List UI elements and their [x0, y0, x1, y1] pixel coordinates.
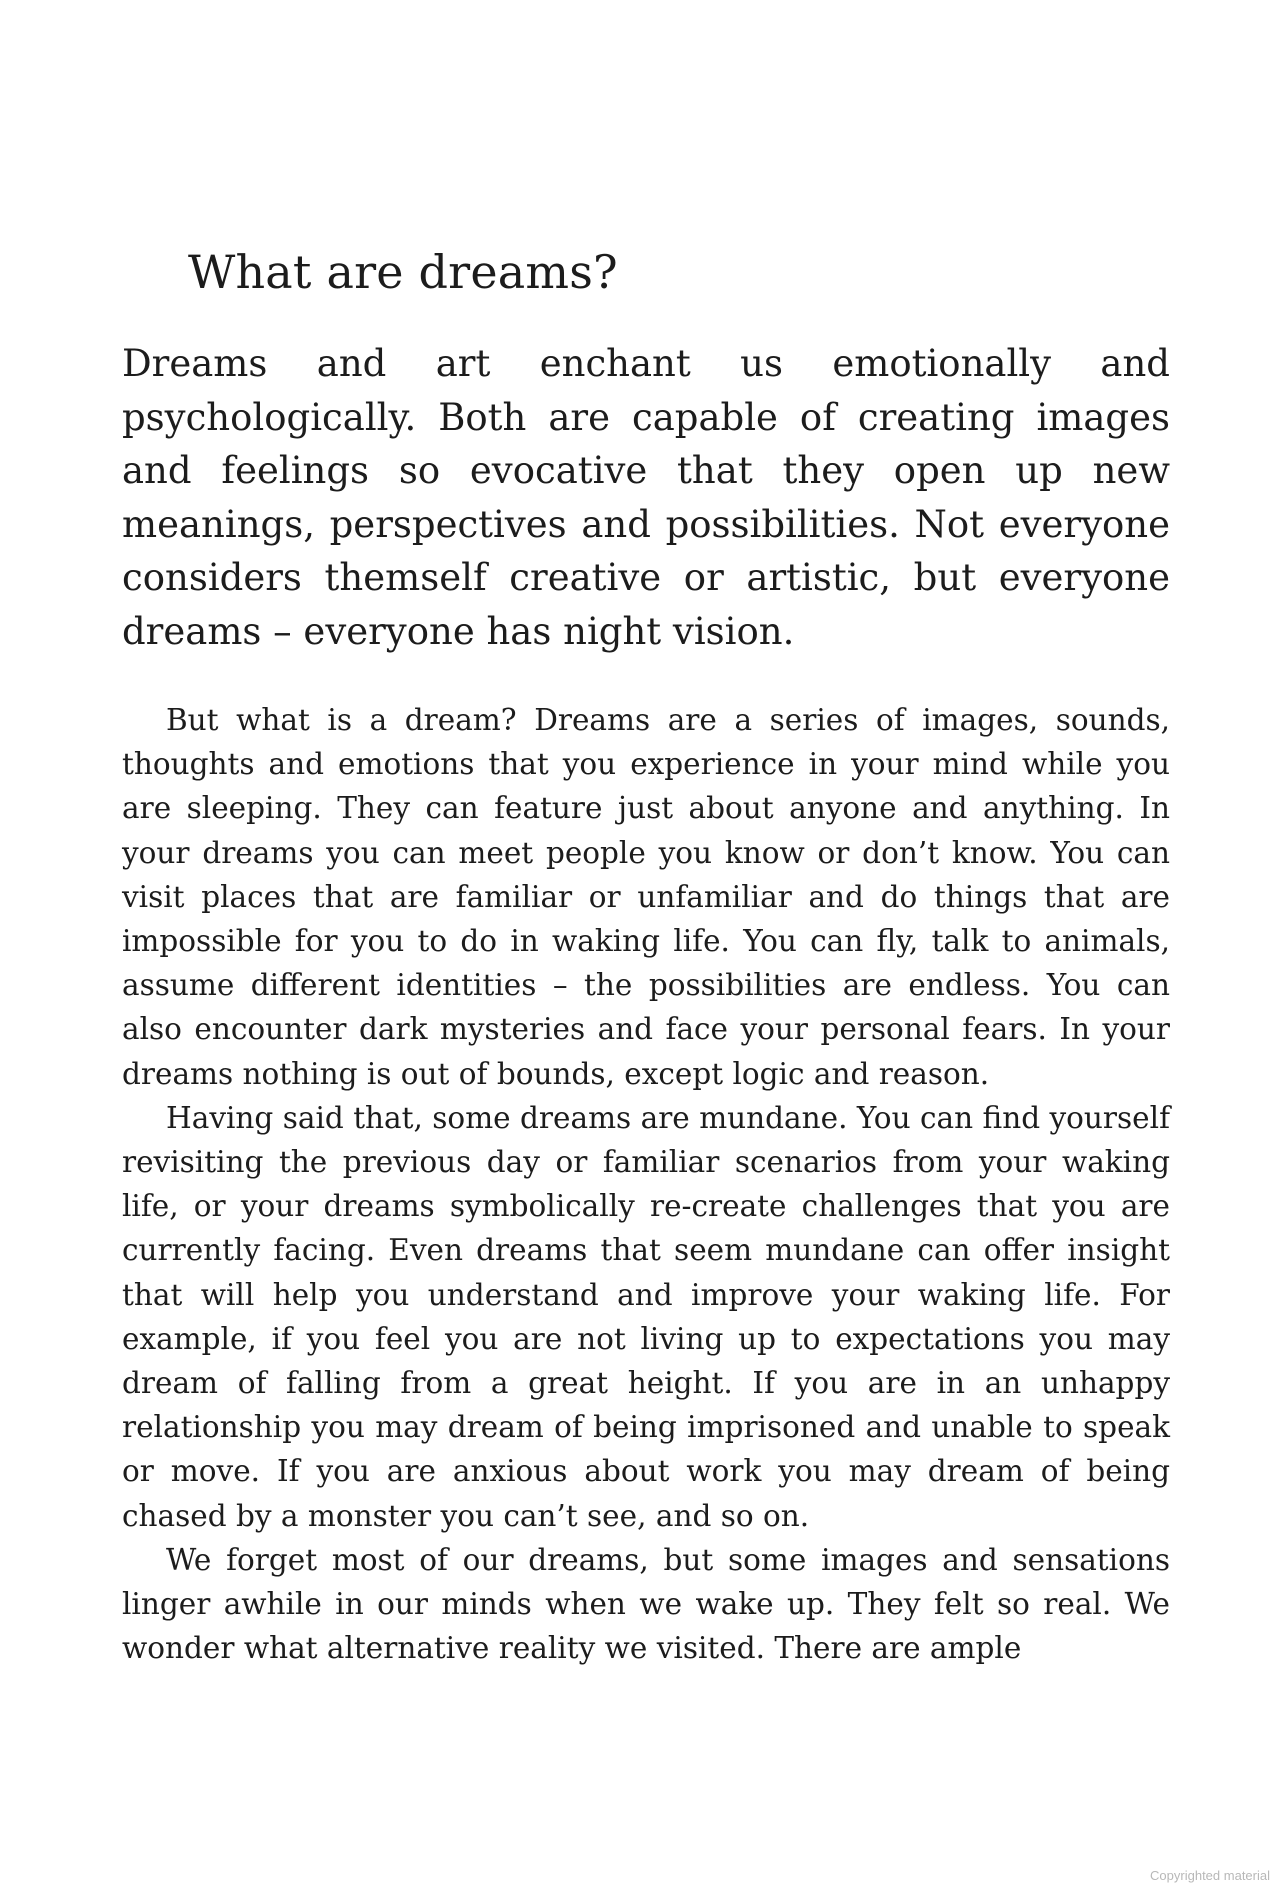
lead-paragraph: Dreams and art enchant us emotionally and psychologically. Both are capable of creating images and feelings so evocative that they open up new meanings, perspectives and possibilities. Not everyone considers themself creative or artistic, but everyone dreams – everyone has night vision. — [122, 342, 1170, 653]
section-heading: What are dreams? — [188, 245, 618, 299]
body-paragraph-1: But what is a dream? Dreams are a series of images, sounds, thoughts and emotions that you experience in your mind while you are sleeping. They can feature just about anyone and anything. In your dreams you can meet people you know or don’t know. You can visit places that are familiar or unfamiliar and do things that are impossible for you to do in waking life. You can fly, talk to animals, assume different identities – the possibilities are endless. You can also encounter dark mysteries and face your personal fears. In your dreams nothing is out of bounds, except logic and reason. — [122, 703, 1170, 1091]
body-paragraph-3: We forget most of our dreams, but some images and sensations linger awhile in our minds when we wake up. They felt so real. We wonder what alternative reality we visited. There are ample — [122, 1542, 1170, 1666]
copyright-watermark: Copyrighted material — [1150, 1868, 1270, 1883]
body-paragraph-2: Having said that, some dreams are mundane. You can find yourself revisiting the previous day or familiar scenarios from your waking life, or your dreams symbolically re-create challenges that you are currently facing. Even dreams that seem mundane can offer insight that will help you understand and improve your waking life. For example, if you feel you are not living up to expectations you may dream of falling from a great height. If you are in an unhappy relationship you may dream of being imprisoned and unable to speak or move. If you are anxious about work you may dream of being chased by a monster you can’t see, and so on. — [122, 1100, 1170, 1533]
body-text — [122, 698, 1170, 1670]
